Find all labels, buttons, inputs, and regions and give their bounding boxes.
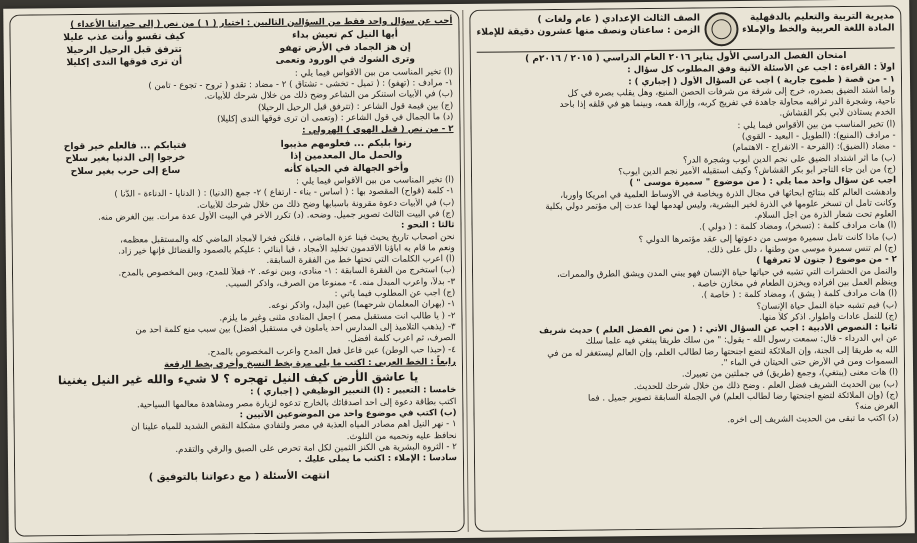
poem-hemistich: رنوا بليكم ... فعلومهم مذيبوا bbox=[280, 137, 412, 150]
directorate-name: مديرية التربية والتعليم بالدقهلية bbox=[749, 10, 895, 23]
header-right bbox=[742, 10, 895, 35]
exam-paper bbox=[3, 0, 915, 543]
question-line: (ج) أجب عن المطلوب فيما يأتي : bbox=[334, 288, 456, 300]
poem-two bbox=[24, 137, 448, 179]
question-line: ٢ - من موضوع ( جنون لا تعرفها ) bbox=[756, 254, 897, 267]
calligraphy-heading: رابعاً : الخط العربي : اكتب ما يلي مرة بخط النسخ وأخرى بخط الرقعة bbox=[164, 356, 457, 370]
poem-hemistich: وترى الشوك في الورود وتعمى bbox=[275, 53, 416, 67]
question-line: ناحية، وشجرة الدر تراقبه محاولة جاهدة في تفريج كربه، وإزالة همه، وبينما هو في قلقه إذا بأحد bbox=[559, 96, 896, 111]
question-line: ثالثاً : النحو : bbox=[400, 220, 455, 231]
question-line: ١- كلمة (قواح) المقصود بها : ( أساس - بناء - ارتفاع ) ٢- جمع (الدنيا) : ( الدنايا - الدناءة - الدُّنا ) bbox=[114, 186, 455, 200]
question-line: (أ) تخير المناسب من بين الأقواس فيما يلي : bbox=[295, 175, 455, 187]
poem-hemistich: كيف تقسو وأنت عذب عليلا bbox=[63, 31, 185, 44]
question-line: (ب) بين الحديث الشريف فضل العلم . وضح ذلك من خلال شرحك للحديث. bbox=[633, 379, 899, 392]
question-line: (ب) ما أثر اشتداد الضيق على نجم الدين أيوب وشجرة الدر؟ bbox=[682, 153, 896, 166]
right-text-block bbox=[477, 63, 899, 429]
poem-hemistich: تترفق قبل الرحيل الرحيلا bbox=[66, 43, 182, 56]
poem-one-questions bbox=[17, 67, 454, 128]
question-line: ٣- (يذهب التلاميذ إلى المدارس أحد يأملون في مستقبل أفضل) بين سبب منع كلمة أحد من bbox=[135, 321, 456, 336]
question-line: خامساً : التعبير : (أ) التعبير الوظيفي ( إجباري ) : bbox=[250, 385, 457, 398]
second-text-heading: ٢ - من نص ( قيل الهوى ) الهرولي : bbox=[302, 124, 454, 136]
question-line: (أ) هات مرادف كلمة ( يشق )، ومضاد كلمة : ( خاصة ). bbox=[701, 288, 898, 301]
question-line: (ب) اكتب في موضوع واحد من الموضوعين الآتيين : bbox=[239, 408, 457, 421]
question-line: الغرض منه؟ bbox=[855, 401, 899, 413]
poem-hemistich: أن ترى فوقها الندى إكليلا bbox=[66, 56, 183, 69]
question-line: نحن أصحاب تاريخ يحيث فينا عزة الماضي ، فلنكن فخراً لأمجاد الماضي كله والمستقبل معظمه، bbox=[120, 231, 455, 246]
question-line: (أ) تخير المناسب من بين الأقواس فيما يلي : bbox=[737, 119, 896, 131]
question-line: والنمل من الحشرات التي تشبه في حياتها حياة الإنسان فهو يبني المدن ويشق الطرق والممرات، bbox=[556, 266, 898, 280]
left-column bbox=[9, 10, 464, 537]
question-line: العلوم تحت شعار الذرة من أجل السلام. bbox=[754, 209, 897, 222]
calligraphy-line: يا عاشق الأرض كيف النيل تهجره ؟ لا شيء والله غير النيل يغنينا bbox=[57, 369, 419, 388]
question-line: الله به طريقا إلى الجنة، وإن الملائكة لتضع أجنحتها رضا لطالب العلم، وإن العالم ليستغفر له من في bbox=[547, 345, 898, 359]
poem-hemistich: أيها النيل كم تعيش بداء bbox=[292, 28, 398, 42]
question-line: - مرادف (المنيع): (الطويل - البعيد - القوي) bbox=[741, 130, 896, 143]
question-line: وأدهشت العالم كله بنتائج أبحاثها في مجال الذرة وبخاصة في الأوساط العلمية في أمريكا وأوربا، bbox=[560, 186, 897, 201]
question-line: نحافظ عليه ونحميه من التلوث. bbox=[346, 430, 457, 442]
question-line: ٣- بدلاً، وأعرب المبدل منه. ٤- ممنوعاً من الصرف، واذكر السبب. bbox=[225, 276, 456, 290]
question-line: (ب) في الأبيات استنكر من الشاعر وضح ذلك من خلال شرحك للأبيات. bbox=[204, 89, 454, 103]
end-note: انتهت الأسئلة ( مع دعواتنا بالتوفيق ) bbox=[148, 469, 330, 483]
question-line: السموات ومن في الأرض حتى الحيتان في الماء ". bbox=[720, 356, 899, 369]
question-line: ٤- (حبذا حب الوطن) عين فاعل فعل المدح وأعرب المخصوص بالمدح. bbox=[207, 344, 456, 358]
question-line: ولما اشتد الضيق بصدره، خرج إلى شرفة من شرفات الحصن المنيع، وهل يقلب بصره في كل bbox=[567, 85, 896, 99]
right-column bbox=[469, 5, 906, 531]
question-line: (أ) هات مرادف كلمة : (تسخر)، ومضاد كلمة : ( دولي ). bbox=[699, 220, 897, 233]
composition-section bbox=[20, 385, 457, 469]
question-line: (ج) من أين جاء التاجر أبو بكر القشاش؟ وكيف استقبله الأمير نجم الدين أيوب؟ bbox=[618, 164, 897, 178]
poem-hemistich: خرجوا إلى الدنيا بغير سلاح bbox=[65, 151, 186, 165]
literature-heading: أجب عن سؤال واحد فقط من السؤالين التاليين : اختيار ( ١ ) من نص ( إلى جيراننا الأعداء ) bbox=[70, 16, 453, 31]
question-line: الصرف، ثم أعرب كلمة أفضل. bbox=[347, 333, 456, 345]
question-line: (ج) (وإن الملائكة لتضع أجنحتها رضا لطالب العلم) في الجملة السابقة تصوير جميل . فما bbox=[587, 390, 899, 404]
question-line: سادساً : الإملاء : اكتب ما يملى عليك . bbox=[298, 453, 458, 465]
time-label: الزمن : ساعتان ونصف منها عشرون دقيقة للإملاء bbox=[476, 23, 701, 38]
question-line: ٢ - الثروة البشرية هي الكنز الثمين لكل أمة تحرص على الصبق والرقي والتقدم. bbox=[175, 441, 457, 455]
poem-hemistich: ساع إلى حرب بغير سلاح bbox=[70, 164, 181, 177]
question-line: ١ - نهر النيل أهم مصادر المياه العذبة في مصر ولتفادي مشكلة النقص الشديد للمياه علينا أن bbox=[131, 419, 457, 433]
question-line: ٢- ( يا طالب أنت مستقبل مصر ) اجعل المنادى مثنى وغير ما يلزم. bbox=[219, 310, 456, 324]
question-line: وكانت تأمل أن تسخر علومها في الذرة لخير البشرية، وليس لهدمها لهذا عدت إلى مؤتمر دولي بكلية bbox=[545, 198, 897, 212]
question-line: الخدم يستأذن لأبي بكر القشاش. bbox=[779, 107, 896, 120]
question-line: - مضاد (الضيق): (الفرحة - الانفراج - الاهتمام) bbox=[732, 141, 896, 154]
poem-one bbox=[22, 28, 446, 70]
question-line: (ب) في الأبيات دعوة مقرونة بأسبابها وضح ذلك من خلال شرحك للأبيات. bbox=[196, 197, 455, 211]
question-line: (ج) في البيت الثالث تصوير جميل. وضحه. (د) تكرر الأخر في البيت الأول عدة مرات. بين الغرض منه. bbox=[98, 209, 455, 223]
grammar-section bbox=[18, 175, 456, 360]
question-line: ونعم ما قام به آباؤنا الأقدمون تخليد الأمجاد ، فيا أبنائي : عليكم بالصمود والفضائل فإنها خير زاد. bbox=[118, 242, 455, 257]
exam-header bbox=[476, 10, 894, 52]
question-line: (أ) تخير المناسب من بين الأقواس فيما يلي : bbox=[294, 66, 453, 79]
grade-label: الصف الثالث الإعدادي ( عام ولغات ) bbox=[537, 12, 701, 26]
question-line: (ج) لم تنس سميرة موسى من وطنها ، دلل على ذلك. bbox=[706, 243, 897, 256]
poem-hemistich: وأخو الجهالة في الحياة كأنه bbox=[283, 162, 409, 175]
question-line: اكتب بطاقة دعوة إلى أحد أصدقائك بالخارج تدعوه لزيارة مصر ومشاهدة معالمها السياحية. bbox=[136, 396, 457, 411]
question-line: ثانياً : النصوص الأدبية : أجب عن السؤال الأتي : ( من نص الفضل العلم ) حديث شريف bbox=[539, 322, 898, 337]
question-line: (ب) استخرج من الفقرة السابقة : ١- منادى، وبين نوعه. ٢- فعلاً للمدح، وبين المخصوص بالمدح. bbox=[118, 265, 456, 280]
poem-hemistich: إن هز الجماد في الأرض تهفو bbox=[279, 41, 411, 54]
header-left bbox=[476, 12, 700, 37]
question-line: (ج) للنمل عادات وأطوار. اذكر كلاً منها. bbox=[759, 311, 898, 323]
poem-hemistich: فتيابكم ... فالعلم خير قواح bbox=[63, 139, 187, 152]
left-frame bbox=[9, 10, 464, 537]
question-line: عن أبي الدرداء - قال: سمعت رسول الله - يقول: " من سلك طريقا يبتغي فيه علما سلك bbox=[585, 333, 898, 348]
question-line: أولاً : القراءة : أجب عن الأسئلة الآتية وفق المطلوب كل سؤال : bbox=[627, 62, 895, 76]
poem-hemistich: والحمل مال المعدمين إذا bbox=[290, 149, 403, 162]
question-line: (ب) ماذا كانت تأمل سميرة موسى من دعوتها إلى عقد مؤتمرها الدولي ؟ bbox=[638, 232, 897, 245]
subject-name: المادة اللغة العربية والخط والإملاء bbox=[742, 21, 895, 35]
question-line: (د) اكتب ما تبقى من الحديث الشريف إلى آخره. bbox=[727, 412, 899, 425]
question-line: ١- مرادف : (تهفو) : ( تميل - تخشى - تشتاق ) ٢ - مضاد : تقدو ( تروح - تجوع - تأمن ) bbox=[148, 78, 454, 92]
question-line: (أ) هات معنى (يبتغي)، وجمع (طريق) في جملتين من تعبيرك. bbox=[681, 367, 899, 380]
question-line: أجب عن سؤال واحد مما يلي : ( من موضوع " سميرة موسى " ) bbox=[629, 175, 897, 189]
exam-title: امتحان الفصل الدراسي الأول يناير ٢٠١٦ العام الدراسي ( ٢٠١٥ / ٢٠١٦م ) bbox=[525, 50, 847, 65]
question-line: (أ) أعرب الكلمات التي تحتها خط من الفقرة السابقة. bbox=[266, 254, 455, 267]
question-line: (ب) فيم تشبه حياة النمل حياة الإنسان؟ bbox=[756, 299, 898, 312]
right-frame bbox=[469, 5, 906, 531]
question-line: ١ - من قصة ( طموح جارية ) أجب عن السؤال الأول ( إجباري ) : bbox=[628, 74, 896, 87]
ministry-logo-icon bbox=[704, 12, 738, 46]
question-line: (ج) بين قيمة قول الشاعر : (تترفق قبل الرحيل الرحيلا) bbox=[257, 100, 454, 113]
question-line: ١- (بهران المعلمان شرحهما) عين البدل، واذكر نوعه. bbox=[268, 299, 456, 312]
question-line: (د) ما الجمال في قول الشاعر : (وتعمى أن ترى فوقها الندى إكليلا) bbox=[217, 112, 454, 125]
question-line: وينظم العمل بين أفراده ويخزن الطعام في مخازن خاصة . bbox=[692, 277, 898, 290]
